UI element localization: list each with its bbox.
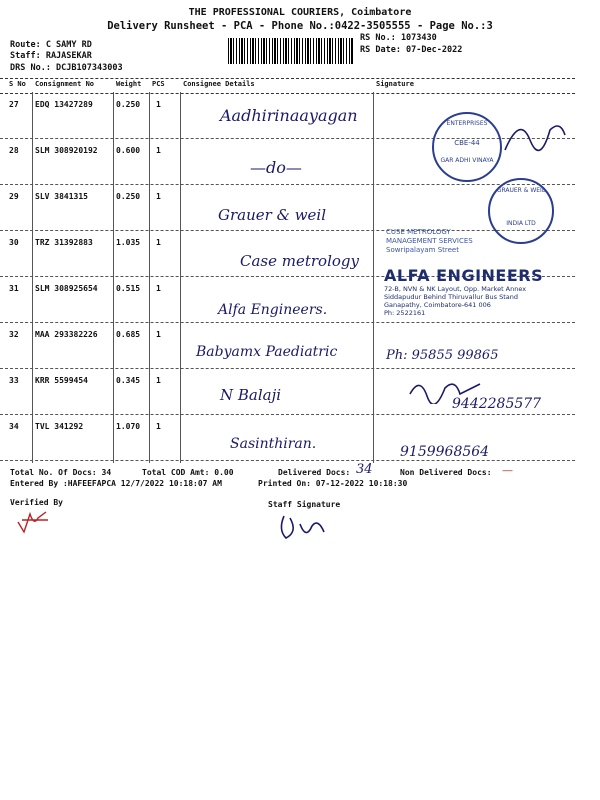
row-weight: 1.035 xyxy=(116,238,141,247)
company-title: THE PROFESSIONAL COURIERS, Coimbatore xyxy=(188,7,412,18)
row-weight: 1.070 xyxy=(116,422,141,431)
row-consignee: Babyamx Paediatric xyxy=(196,344,338,360)
row-sno: 30 xyxy=(9,238,19,247)
stamp-text: ENTERPRISES xyxy=(446,120,488,127)
row-consignment: KRR 5599454 xyxy=(35,376,88,385)
col-consignee: Consignee Details xyxy=(183,80,255,88)
row-pcs: 1 xyxy=(156,330,161,339)
verified-by-label: Verified By xyxy=(10,498,63,507)
row-consignee: Alfa Engineers. xyxy=(218,302,328,318)
row-consignee: —do— xyxy=(250,158,302,177)
stamp-text: CUSE METROLOGY xyxy=(386,228,451,236)
stamp-text: 72-B, NVN & NK Layout, Opp. Market Annex xyxy=(384,285,527,293)
row-pcs: 1 xyxy=(156,284,161,293)
stamp-text: CBE-44 xyxy=(454,139,480,147)
row-pcs: 1 xyxy=(156,376,161,385)
row-consignee: Case metrology xyxy=(240,252,359,270)
enterprises-stamp xyxy=(432,112,502,182)
rs-number: RS No.: 1073430 xyxy=(360,33,437,43)
stamp-text: Sowripalayam Street xyxy=(386,246,459,254)
delivered-label: Delivered Docs: xyxy=(278,468,351,477)
row-pcs: 1 xyxy=(156,146,161,155)
signature-scribble xyxy=(500,110,570,160)
row-pcs: 1 xyxy=(156,238,161,247)
row-consignment: TVL 341292 xyxy=(35,422,84,431)
delivered-value: 34 xyxy=(356,462,373,477)
row-sno: 34 xyxy=(9,422,19,431)
row-consignment: TRZ 31392883 xyxy=(35,238,93,247)
stamp-text: ALFA ENGINEERS xyxy=(384,266,544,285)
printed-on: Printed On: 07-12-2022 10:18:30 xyxy=(258,479,408,488)
row-consignee: Grauer & weil xyxy=(218,206,327,224)
route: Route: C SAMY RD xyxy=(10,40,92,50)
alfa-engineers-stamp xyxy=(384,266,584,317)
row-weight: 0.250 xyxy=(116,192,141,201)
col-consignment: Consignment No xyxy=(35,80,95,88)
non-delivered-value: — xyxy=(502,464,513,477)
row-sno: 27 xyxy=(9,100,19,109)
staff: Staff: RAJASEKAR xyxy=(10,51,92,61)
row-sno: 31 xyxy=(9,284,19,293)
signature-scribble xyxy=(405,374,485,404)
rs-date: RS Date: 07-Dec-2022 xyxy=(360,45,463,55)
col-pcs: PCS xyxy=(152,80,165,88)
stamp-text: Ph: 2522161 xyxy=(384,309,426,317)
row-consignee: N Balaji xyxy=(220,386,282,404)
row-pcs: 1 xyxy=(156,422,161,431)
stamp-text: Siddapudur Behind Thiruvallur Bus Stand xyxy=(384,293,519,301)
staff-signature-label: Staff Signature xyxy=(268,500,341,509)
row-weight: 0.250 xyxy=(116,100,141,109)
case-metrology-stamp xyxy=(386,228,576,255)
total-docs: Total No. Of Docs: 34 xyxy=(10,468,112,477)
cod-amount: Total COD Amt: 0.00 xyxy=(142,468,234,477)
row-consignment: EDQ 13427289 xyxy=(35,100,93,109)
row-sno: 29 xyxy=(9,192,19,201)
stamp-text: Ganapathy, Coimbatore-641 006 xyxy=(384,301,491,309)
non-delivered-label: Non Delivered Docs: xyxy=(400,468,492,477)
row-sno: 32 xyxy=(9,330,19,339)
entered-by: Entered By :HAFEEFAPCA 12/7/2022 10:18:07 AM xyxy=(10,479,222,488)
verifier-signature xyxy=(16,508,52,536)
col-sno: S No xyxy=(9,80,26,88)
drs-number: DRS No.: DCJB107343003 xyxy=(10,63,123,73)
row-consignee: Aadhirinaayagan xyxy=(220,106,358,125)
row-consignment: SLM 308925654 xyxy=(35,284,98,293)
stamp-text: INDIA LTD xyxy=(506,220,536,227)
row-consignee: Sasinthiran. xyxy=(230,436,317,452)
barcode xyxy=(228,38,353,64)
stamp-text: GRAUER & WEIL xyxy=(496,187,546,194)
table-row xyxy=(0,368,575,415)
row-pcs: 1 xyxy=(156,192,161,201)
row-sno: 33 xyxy=(9,376,19,385)
row-weight: 0.685 xyxy=(116,330,141,339)
stamp-text: MANAGEMENT SERVICES xyxy=(386,237,473,245)
row-sno: 28 xyxy=(9,146,19,155)
runsheet-title: Delivery Runsheet - PCA - Phone No.:0422-3505555 - Page No.:3 xyxy=(107,20,493,32)
stamp-text: GAR ADHI VINAYA xyxy=(440,157,494,164)
row-weight: 0.345 xyxy=(116,376,141,385)
row-consignment: SLM 308920192 xyxy=(35,146,98,155)
row-consignment: SLV 3841315 xyxy=(35,192,88,201)
row-weight: 0.600 xyxy=(116,146,141,155)
table-row xyxy=(0,322,575,369)
row-signature: Ph: 95855 99865 xyxy=(386,348,499,363)
row-weight: 0.515 xyxy=(116,284,141,293)
table-row xyxy=(0,414,575,461)
row-consignment: MAA 293382226 xyxy=(35,330,98,339)
staff-signature xyxy=(276,510,336,544)
col-signature: Signature xyxy=(376,80,414,88)
col-weight: Weight xyxy=(116,80,142,88)
row-signature: 9159968564 xyxy=(400,444,490,460)
row-pcs: 1 xyxy=(156,100,161,109)
row-signature: 9442285577 xyxy=(452,396,542,412)
